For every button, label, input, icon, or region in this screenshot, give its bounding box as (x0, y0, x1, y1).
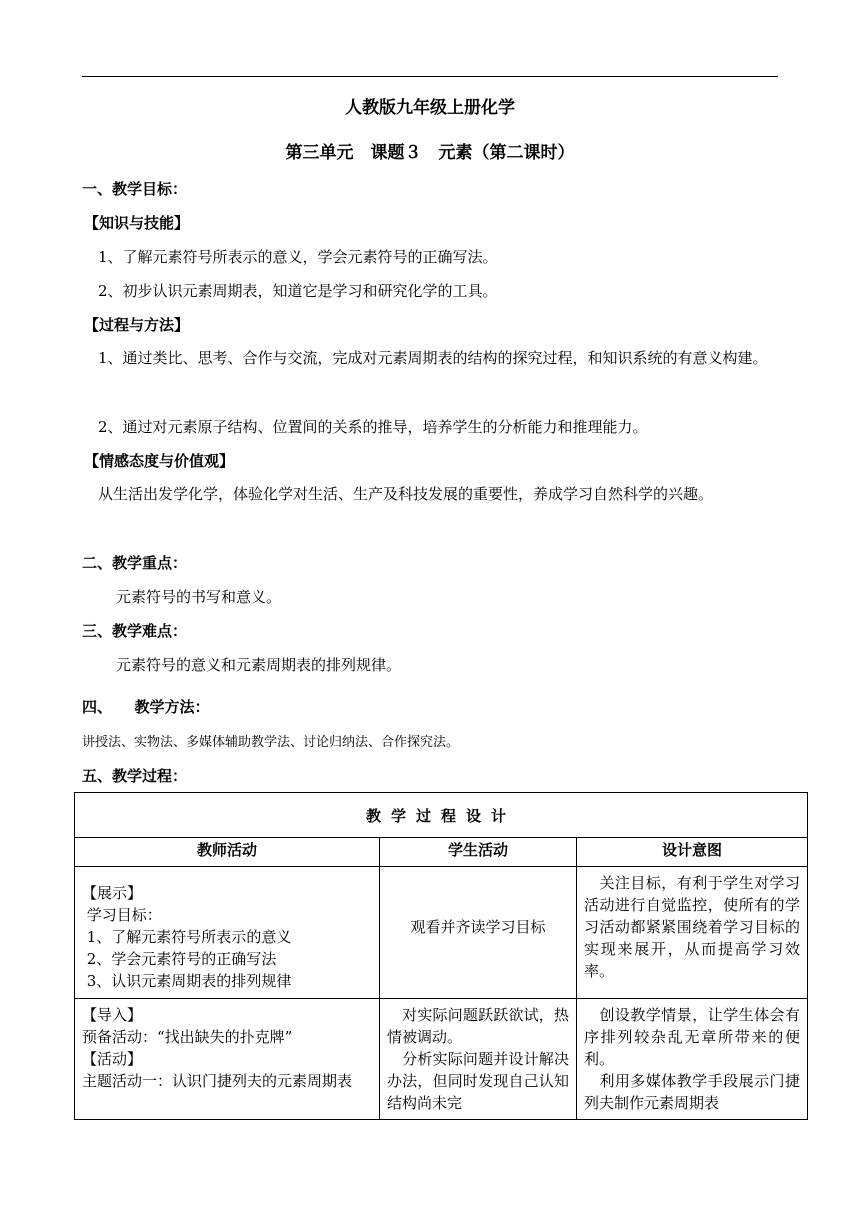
cell-line: 【导入】 (82, 1006, 143, 1024)
difficulty-text: 元素符号的意义和元素周期表的排列规律。 (116, 656, 402, 674)
teaching-process-table (74, 792, 808, 1120)
process-heading: 【过程与方法】 (84, 316, 190, 334)
column-header-intent: 设计意图 (577, 838, 808, 867)
goals-heading: 一、教学目标： (82, 180, 188, 198)
document-title: 人教版九年级上册化学 (345, 98, 515, 118)
cell-line: 预备活动：“找出缺失的扑克牌” (82, 1028, 293, 1046)
process-item-2: 2、通过对元素原子结构、位置间的关系的推导，培养学生的分析能力和推理能力。 (98, 418, 648, 436)
key-point-text: 元素符号的书写和意义。 (116, 588, 282, 606)
emotion-heading: 【情感态度与价值观】 (84, 452, 235, 470)
teacher-activity-cell (75, 867, 380, 999)
emotion-text: 从生活出发学化学，体验化学对生活、生产及科技发展的重要性，养成学习自然科学的兴趣。 (98, 485, 714, 503)
document-subtitle: 第三单元 课题３ 元素（第二课时） (285, 143, 575, 163)
cell-line: 主题活动一：认识门捷列夫的元素周期表 (82, 1072, 353, 1090)
cell-line: 3、认识元素周期表的排列规律 (82, 972, 292, 990)
cell-line: 学习目标： (82, 906, 162, 924)
design-intent-cell (577, 867, 808, 999)
teacher-activity-cell (75, 999, 380, 1120)
cell-line: 【展示】 (82, 884, 143, 902)
cell-line: 1、了解元素符号所表示的意义 (82, 928, 292, 946)
key-point-heading: 二、教学重点： (82, 554, 188, 572)
student-activity-cell (380, 867, 577, 999)
design-intent-cell (577, 999, 808, 1120)
table-row (75, 867, 808, 999)
column-header-student: 学生活动 (380, 838, 577, 867)
cell-line: 分析实际问题并设计解决办法，但同时发现自己认知结构尚未完 (387, 1050, 569, 1112)
cell-line: 2、学会元素符号的正确写法 (82, 950, 277, 968)
process-item-1: 1、通过类比、思考、合作与交流，完成对元素周期表的结构的探究过程，和知识系统的有意义构建。 (98, 349, 768, 367)
cell-line: 利用多媒体教学手段展示门捷列夫制作元素周期表 (584, 1072, 801, 1112)
cell-line: 创设教学情景，让学生体会有序排列较杂乱无章所带来的便利。 (584, 1006, 801, 1068)
header-rule (82, 76, 778, 77)
table-row (75, 999, 808, 1120)
cell-line: 对实际问题跃跃欲试，热情被调动。 (387, 1006, 569, 1046)
knowledge-item-2: 2、初步认识元素周期表，知道它是学习和研究化学的工具。 (98, 282, 498, 300)
process-section-heading: 五、教学过程： (82, 767, 188, 785)
column-header-teacher: 教师活动 (75, 838, 380, 867)
cell-line: 观看并齐读学习目标 (410, 917, 546, 936)
difficulty-heading: 三、教学难点： (82, 622, 188, 640)
method-text: 讲授法、实物法、多媒体辅助教学法、讨论归纳法、合作探究法。 (82, 735, 460, 750)
cell-line: 关注目标，有利于学生对学习活动进行自觉监控，使所有的学习活动都紧紧围绕着学习目标的实现来展开，从而提高学习效率。 (584, 874, 801, 980)
knowledge-heading: 【知识与技能】 (84, 214, 190, 232)
cell-line: 【活动】 (82, 1050, 143, 1068)
knowledge-item-1: 1、了解元素符号所表示的意义，学会元素符号的正确写法。 (98, 248, 498, 266)
student-activity-cell (380, 999, 577, 1120)
table-title: 教学过程设计 (75, 793, 808, 838)
method-heading: 四、 教学方法： (82, 698, 210, 716)
